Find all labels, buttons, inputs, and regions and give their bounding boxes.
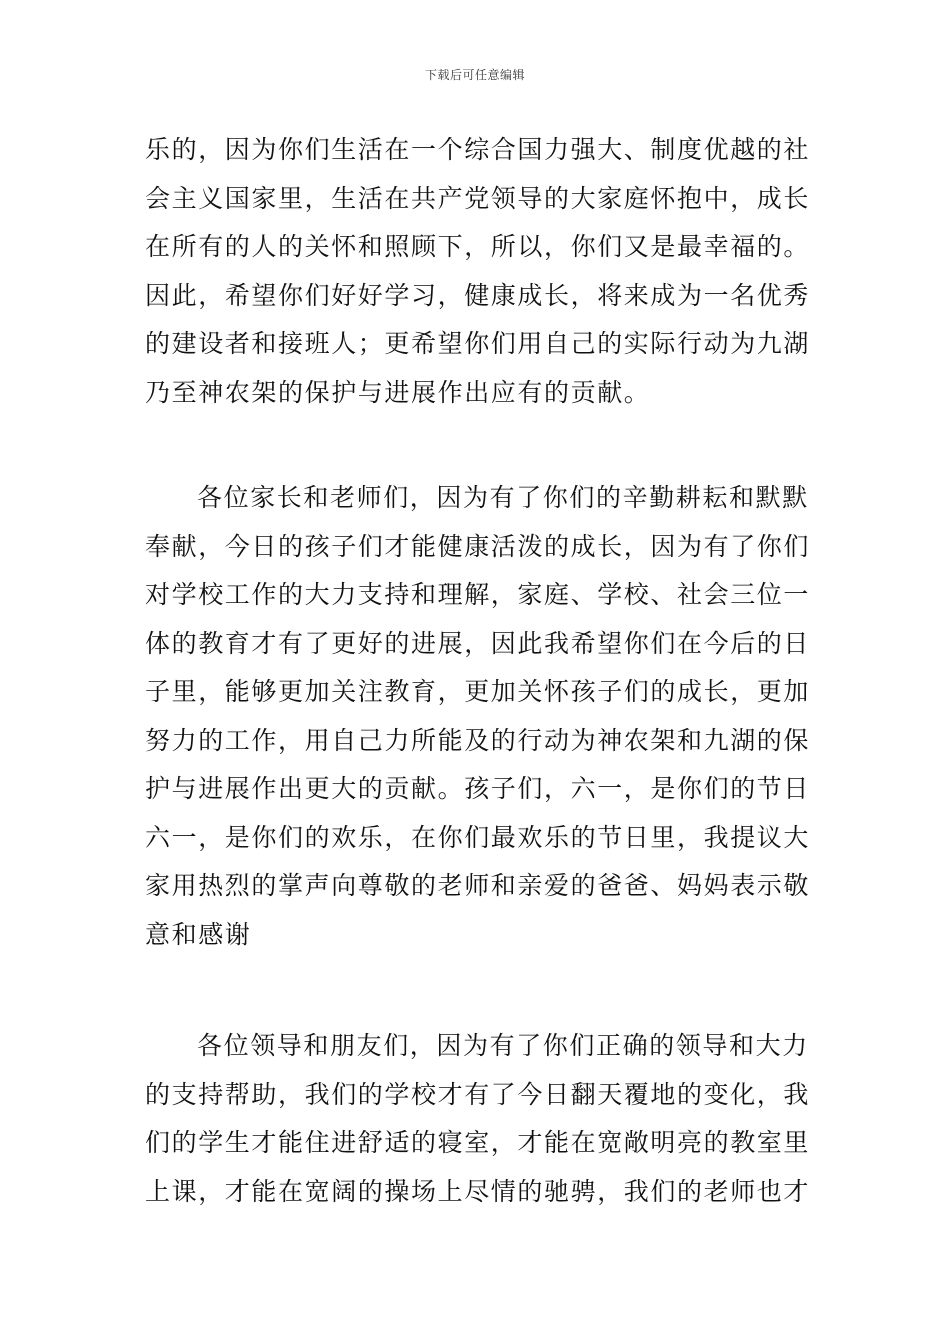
text-line: 因此，希望你们好好学习，健康成长，将来成为一名优秀 [145,280,811,310]
paragraph-1 [145,126,811,417]
text-line: 各位家长和老师们，因为有了你们的辛勤耕耘和默默 [197,483,809,512]
text-line: 会主义国家里，生活在共产党领导的大家庭怀抱中，成长 [145,183,811,213]
text-line: 乐的，因为你们生活在一个综合国力强大、制度优越的社 [145,135,811,164]
text-line: 在所有的人的关怀和照顾下，所以，你们又是最幸福的。 [145,232,811,261]
text-line: 的支持帮助，我们的学校才有了今日翻天覆地的变化，我 [145,1079,811,1109]
text-line: 们的学生才能住进舒适的寝室，才能在宽敞明亮的教室里 [145,1128,811,1157]
text-line: 上课，才能在宽阔的操场上尽情的驰骋，我们的老师也才 [145,1176,811,1206]
text-line: 六一，是你们的欢乐，在你们最欢乐的节日里，我提议大 [145,822,811,852]
text-line: 子里，能够更加关注教育，更加关怀孩子们的成长，更加 [145,677,811,706]
text-line: 家用热烈的掌声向尊敬的老师和亲爱的爸爸、妈妈表示敬 [145,871,811,900]
text-line: 奉献，今日的孩子们才能健康活泼的成长，因为有了你们 [145,531,811,561]
text-line: 努力的工作，用自己力所能及的行动为神农架和九湖的保 [145,725,811,755]
text-line: 的建设者和接班人；更希望你们用自己的实际行动为九湖 [145,329,811,358]
paragraph-2 [145,474,811,959]
text-line: 意和感谢 [145,919,252,949]
text-line: 护与进展作出更大的贡献。孩子们，六一，是你们的节日 [145,774,811,803]
paragraph-3 [145,1022,811,1216]
text-line: 乃至神农架的保护与进展作出应有的贡献。 [145,377,651,407]
page-header-note: 下载后可任意编辑 [424,68,525,82]
text-line: 体的教育才有了更好的进展，因此我希望你们在今后的日 [145,628,811,658]
text-line: 各位领导和朋友们，因为有了你们正确的领导和大力 [197,1031,809,1060]
text-line: 对学校工作的大力支持和理解，家庭、学校、社会三位一 [145,580,811,609]
